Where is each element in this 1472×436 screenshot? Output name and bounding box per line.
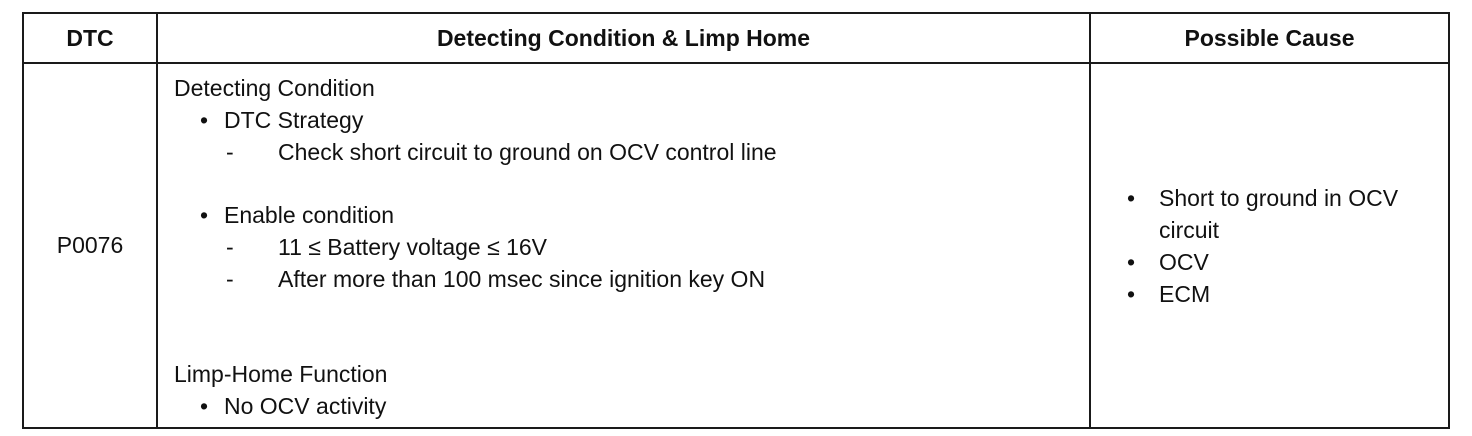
possible-cause-text: ECM [1159,280,1211,307]
table-header-row [23,13,1449,63]
bullet-icon: • [200,393,209,419]
bullet-icon: • [1127,280,1136,307]
table-row [23,63,1449,428]
detecting-condition-content [158,64,1089,427]
detecting-condition-cell [157,63,1090,428]
list-item [1127,278,1448,310]
bullet-icon: • [1127,248,1136,275]
enable-condition-text-1: 11 ≤ Battery voltage ≤ 16V [278,234,548,260]
bullet-icon: • [200,107,209,133]
limp-home-text: No OCV activity [224,393,387,419]
possible-cause-text: OCV [1159,248,1209,275]
enable-condition-text-2: After more than 100 msec since ignition key ON [278,266,766,292]
enable-condition-label: Enable condition [224,202,395,228]
enable-condition-subitem [226,233,547,261]
bullet-icon: • [1127,184,1136,211]
dtc-strategy-subitem [226,138,777,166]
header-detecting-condition: Detecting Condition & Limp Home [157,13,1090,63]
list-item [1127,246,1448,278]
dtc-strategy-text: Check short circuit to ground on OCV control line [278,139,777,165]
limp-home-item [200,392,386,420]
possible-cause-cell [1090,63,1449,428]
dtc-strategy-label: DTC Strategy [224,107,364,133]
dtc-code: P0076 [56,232,124,258]
detecting-condition-heading: Detecting Condition [174,75,375,101]
dtc-code-cell [23,63,157,428]
dash-icon: - [226,234,234,260]
dash-icon: - [226,139,234,165]
enable-condition-subitem [226,265,765,293]
header-dtc: DTC [23,13,157,63]
bullet-icon: • [200,202,209,228]
possible-cause-text: Short to ground in OCV circuit [1159,184,1399,243]
dtc-strategy-item [200,106,363,134]
enable-condition-item [200,201,394,229]
list-item [1127,182,1448,246]
dtc-table [22,12,1450,429]
limp-home-heading: Limp-Home Function [174,361,388,387]
header-possible-cause: Possible Cause [1090,13,1449,63]
dash-icon: - [226,266,234,292]
possible-cause-list [1091,182,1448,310]
